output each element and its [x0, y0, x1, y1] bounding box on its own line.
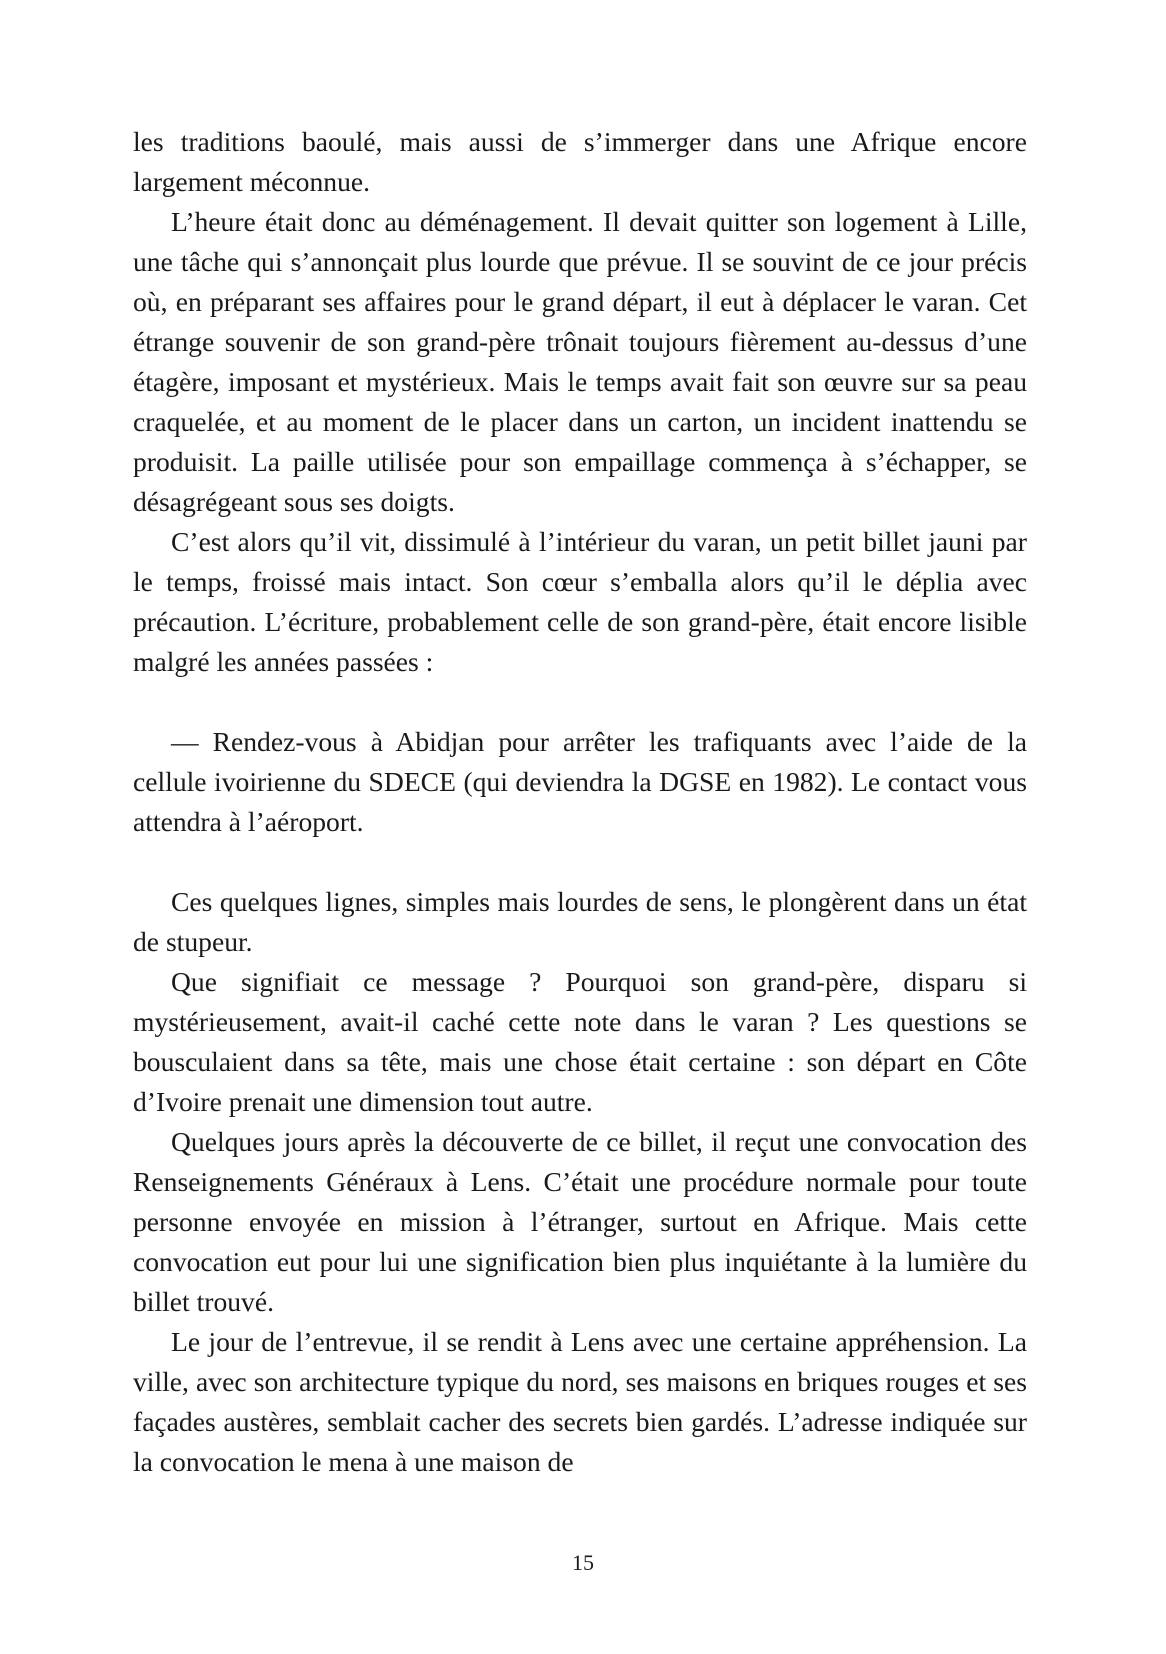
- paragraph-note-discovery: C’est alors qu’il vit, dissimulé à l’intérieur du varan, un petit billet jauni par le temps, froissé mais intact. Son cœur s’emballa alors qu’il le déplia avec précaution. L’écriture, probablement celle de son grand-père, était encore lisible malgré les années passées :: [133, 526, 1027, 677]
- page-number: 15: [572, 1550, 594, 1575]
- body-text: [133, 122, 1027, 1482]
- quoted-note: — Rendez-vous à Abidjan pour arrêter les trafiquants avec l’aide de la cellule ivoirienne du SDECE (qui deviendra la DGSE en 1982). Le contact vous attendra à l’aéroport.: [133, 726, 1027, 837]
- paragraph-questions: Que signifiait ce message ? Pourquoi son grand-père, disparu si mystérieusement, avait-il caché cette note dans le varan ? Les questions se bousculaient dans sa tête, mais une chose était certaine : son départ en Côte d’Ivoire prenait une dimension tout autre.: [133, 966, 1027, 1117]
- paragraph-lens-visit: Le jour de l’entrevue, il se rendit à Lens avec une certaine appréhension. La ville, avec son architecture typique du nord, ses maisons en briques rouges et ses façades austères, semblait cacher des secrets bien gardés. L’adresse indiquée sur la convocation le mena à une maison de: [133, 1326, 1027, 1477]
- paragraph-continuation: les traditions baoulé, mais aussi de s’immerger dans une Afrique encore largement méconnue.: [133, 126, 1027, 197]
- paragraph-convocation: Quelques jours après la découverte de ce billet, il reçut une convocation des Renseignements Généraux à Lens. C’était une procédure normale pour toute personne envoyée en mission à l’étranger, surtout en Afrique. Mais cette convocation eut pour lui une signification bien plus inquiétante à la lumière du billet trouvé.: [133, 1126, 1027, 1317]
- paragraph-stupor: Ces quelques lignes, simples mais lourdes de sens, le plongèrent dans un état de stupeur.: [133, 886, 1027, 957]
- paragraph-moving: L’heure était donc au déménagement. Il devait quitter son logement à Lille, une tâche qui s’annonçait plus lourde que prévue. Il se souvint de ce jour précis où, en préparant ses affaires pour le grand départ, il eut à déplacer le varan. Cet étrange souvenir de son grand-père trônait toujours fièrement au-dessus d’une étagère, imposant et mystérieux. Mais le temps avait fait son œuvre sur sa peau craquelée, et au moment de le placer dans un carton, un incident inattendu se produisit. La paille utilisée pour son empaillage commença à s’échapper, se désagrégeant sous ses doigts.: [133, 206, 1027, 517]
